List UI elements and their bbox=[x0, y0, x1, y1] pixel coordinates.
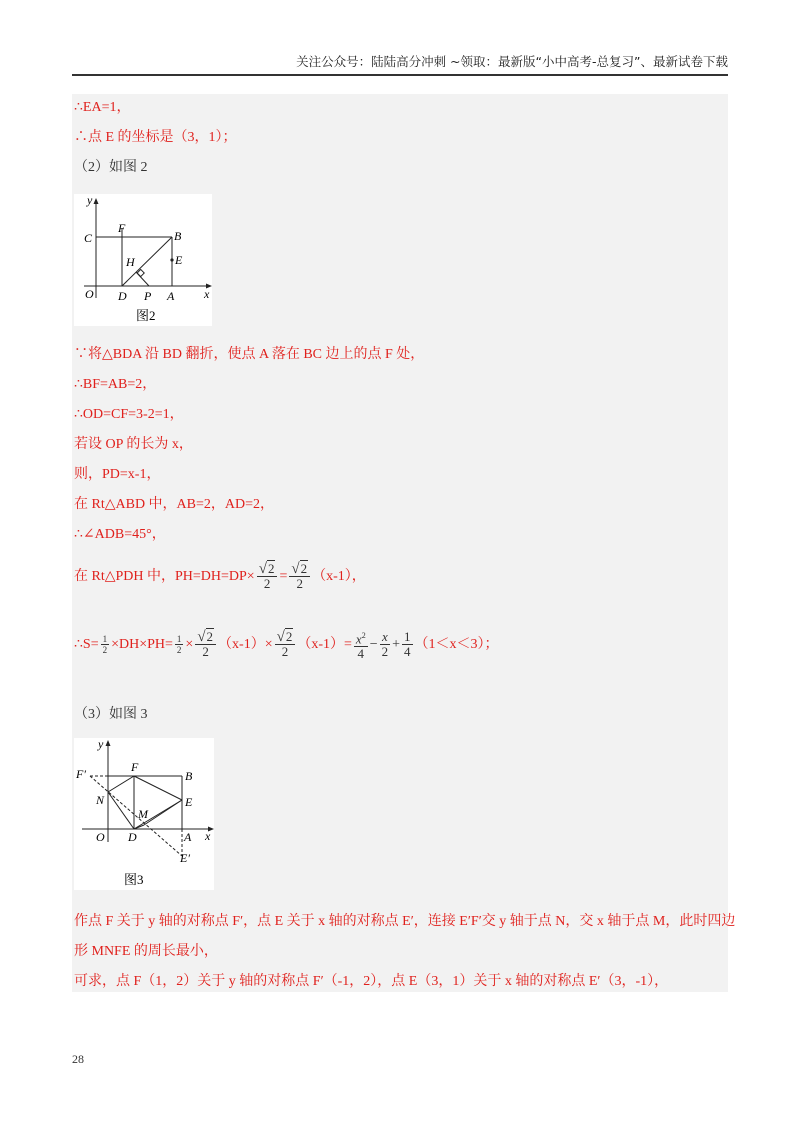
fig2-label-o: O bbox=[85, 287, 94, 301]
fig3-label-fprime: F′ bbox=[76, 767, 86, 781]
fig2-label-h: H bbox=[126, 255, 135, 269]
line-area-s: ∴S= $\frac{1}{2}$ ×DH×PH= $\frac{1}{2}$ × $\frac{√2}{2}$ （x-1）× $\frac{√2}{2}$ （x-1）= $\frac{x^2}{4}$ − $\frac{x}{2}$ + $\frac{1}{4}$ （1＜x＜3）； bbox=[74, 629, 499, 661]
line-perimeter: 形 MNFE 的周长最小， bbox=[74, 944, 218, 959]
fig2-label-f: F bbox=[118, 221, 126, 235]
fig3-caption: 图3 bbox=[124, 872, 144, 887]
fig2-label-a: A bbox=[167, 289, 175, 303]
fraction-one-quarter: $\frac{1}{4}$ bbox=[404, 629, 411, 660]
fraction-sqrt2-over-2: $\frac{√2}{2}$ bbox=[257, 562, 278, 591]
solution-content bbox=[72, 94, 736, 992]
line-rt-abd: 在 Rt△ABD 中，AB=2，AD=2， bbox=[74, 497, 275, 512]
line-e-coord: ∴点 E 的坐标是（3，1）； bbox=[74, 130, 237, 145]
ph-prefix: 在 Rt△PDH 中，PH=DH=DP× bbox=[74, 569, 255, 584]
figure-2 bbox=[74, 194, 212, 326]
fig3-label-m: M bbox=[138, 807, 148, 821]
line-ph bbox=[74, 560, 366, 594]
fig3-label-x: x bbox=[205, 829, 211, 843]
fig3-label-a: A bbox=[184, 830, 192, 844]
fig2-caption: 图2 bbox=[136, 308, 156, 323]
page-header: 关注公众号：陆陆高分冲刺 ~领取：最新版“小中高考-总复习”、最新试卷下载 bbox=[72, 52, 728, 76]
line-pd: 则，PD=x-1， bbox=[74, 467, 161, 482]
line-ea: ∴EA=1， bbox=[74, 100, 131, 115]
fraction-one-half: $\frac{1}{2}$ bbox=[176, 634, 182, 656]
fig2-label-c: C bbox=[84, 231, 93, 245]
fig3-label-eprime: E′ bbox=[180, 851, 190, 865]
fig3-label-o: O bbox=[96, 830, 105, 844]
fig2-label-y: y bbox=[87, 194, 93, 207]
figure-3 bbox=[74, 738, 214, 890]
ph-suffix: （x-1）， bbox=[312, 569, 366, 584]
fig3-label-b: B bbox=[185, 769, 193, 783]
fig2-label-d: D bbox=[118, 289, 127, 303]
line-part2: （2）如图 2 bbox=[74, 160, 148, 175]
ph-equals: = bbox=[279, 569, 288, 584]
line-coords: 可求，点 F（1，2）关于 y 轴的对称点 F′（-1，2），点 E（3，1）关于 x 轴的对称点 E′（3，-1）， bbox=[74, 974, 669, 989]
line-angle: ∴∠ADB=45°， bbox=[74, 527, 166, 542]
fraction-sqrt2-over-2: $\frac{√2}{2}$ bbox=[275, 630, 296, 659]
fig3-label-d: D bbox=[128, 830, 137, 844]
fig2-label-p: P bbox=[144, 289, 152, 303]
fraction-x-over-2: $\frac{x}{2}$ bbox=[381, 629, 389, 660]
fig2-label-b: B bbox=[174, 229, 182, 243]
fig3-label-y: y bbox=[98, 738, 104, 751]
page-number: 28 bbox=[72, 1052, 84, 1066]
fig3-label-e: E bbox=[185, 795, 193, 809]
line-reflection: 作点 F 关于 y 轴的对称点 F′，点 E 关于 x 轴的对称点 E′，连接 E′F′交 y 轴于点 N，交 x 轴于点 M，此时四边 bbox=[74, 914, 736, 929]
line-part3: （3）如图 3 bbox=[74, 707, 148, 722]
fig2-label-e: E bbox=[175, 253, 183, 267]
fig2-label-x: x bbox=[204, 287, 210, 301]
line-od: ∴OD=CF=3-2=1， bbox=[74, 407, 184, 422]
fig3-label-f: F bbox=[131, 760, 139, 774]
fraction-sqrt2-over-2: $\frac{√2}{2}$ bbox=[195, 630, 216, 659]
fraction-one-half: $\frac{1}{2}$ bbox=[102, 634, 108, 656]
fraction-sqrt2-over-2: $\frac{√2}{2}$ bbox=[289, 562, 310, 591]
fig3-label-n: N bbox=[96, 793, 105, 807]
fraction-x2-over-4: $\frac{x^2}{4}$ bbox=[355, 630, 366, 661]
line-bf: ∴BF=AB=2， bbox=[74, 377, 157, 392]
line-fold: ∵将△BDA 沿 BD 翻折，使点 A 落在 BC 边上的点 F 处， bbox=[74, 347, 425, 362]
line-op: 若设 OP 的长为 x， bbox=[74, 437, 193, 452]
